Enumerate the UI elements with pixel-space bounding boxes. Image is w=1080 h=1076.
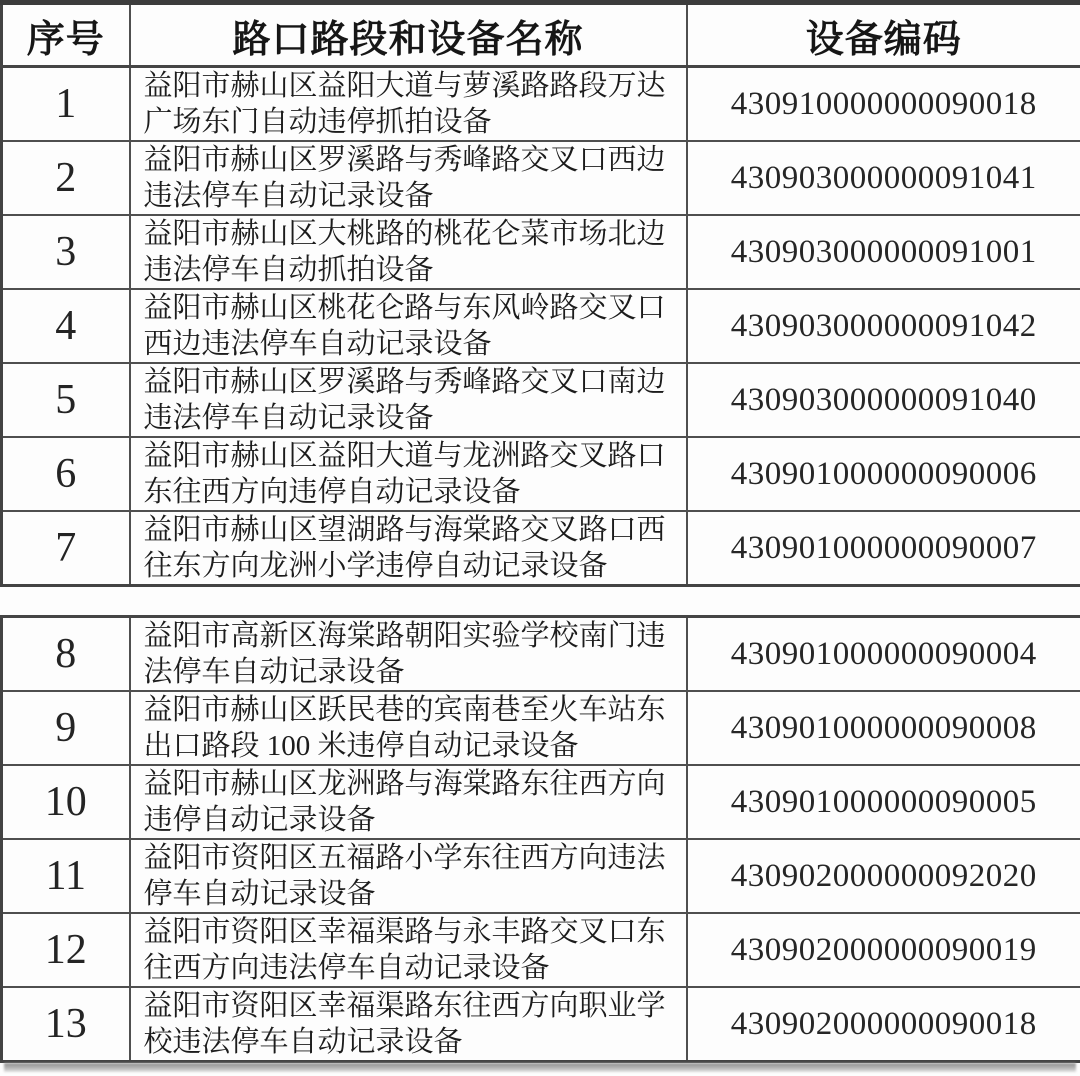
device-code-cell: 430901000000090005 (687, 765, 1080, 839)
device-name-cell: 益阳市赫山区跃民巷的宾南巷至火车站东出口路段 100 米违停自动记录设备 (130, 691, 687, 765)
table-row (2, 289, 1080, 363)
device-name-cell: 益阳市资阳区幸福渠路东往西方向职业学校违法停车自动记录设备 (130, 987, 687, 1062)
serial-number-cell: 12 (2, 913, 130, 987)
device-name-cell: 益阳市赫山区大桃路的桃花仑菜市场北边违法停车自动抓拍设备 (130, 215, 687, 289)
table-row (2, 437, 1080, 511)
device-code-cell: 430902000000090018 (687, 987, 1080, 1062)
device-name-cell: 益阳市赫山区望湖路与海棠路交叉路口西往东方向龙洲小学违停自动记录设备 (130, 511, 687, 586)
device-code-cell: 430910000000090018 (687, 67, 1080, 142)
device-code-cell: 430901000000090007 (687, 511, 1080, 586)
table-row (2, 67, 1080, 142)
table-section-gap (0, 587, 1080, 615)
device-table-secondary (0, 615, 1080, 1063)
device-code-cell: 430901000000090004 (687, 617, 1080, 692)
device-name-cell: 益阳市赫山区罗溪路与秀峰路交叉口西边违法停车自动记录设备 (130, 141, 687, 215)
serial-number-cell: 6 (2, 437, 130, 511)
device-code-cell: 430903000000091041 (687, 141, 1080, 215)
table-row (2, 215, 1080, 289)
device-name-cell: 益阳市资阳区幸福渠路与永丰路交叉口东往西方向违法停车自动记录设备 (130, 913, 687, 987)
table-row (2, 617, 1080, 692)
serial-number-cell: 4 (2, 289, 130, 363)
table-row (2, 363, 1080, 437)
device-code-cell: 430902000000092020 (687, 839, 1080, 913)
device-name-cell: 益阳市高新区海棠路朝阳实验学校南门违法停车自动记录设备 (130, 617, 687, 692)
device-code-cell: 430903000000091042 (687, 289, 1080, 363)
device-code-cell: 430901000000090008 (687, 691, 1080, 765)
device-name-cell: 益阳市赫山区龙洲路与海棠路东往西方向违停自动记录设备 (130, 765, 687, 839)
device-code-cell: 430903000000091040 (687, 363, 1080, 437)
header-col-code: 设备编码 (687, 3, 1080, 67)
device-name-cell: 益阳市赫山区罗溪路与秀峰路交叉口南边违法停车自动记录设备 (130, 363, 687, 437)
table-row (2, 691, 1080, 765)
device-name-cell: 益阳市赫山区益阳大道与龙洲路交叉路口东往西方向违停自动记录设备 (130, 437, 687, 511)
header-row (2, 3, 1080, 67)
table-row (2, 765, 1080, 839)
serial-number-cell: 1 (2, 67, 130, 142)
scan-edge-shadow (4, 1063, 1076, 1072)
serial-number-cell: 2 (2, 141, 130, 215)
table-row (2, 141, 1080, 215)
serial-number-cell: 7 (2, 511, 130, 586)
device-code-cell: 430903000000091001 (687, 215, 1080, 289)
table-row (2, 839, 1080, 913)
device-code-cell: 430902000000090019 (687, 913, 1080, 987)
device-code-cell: 430901000000090006 (687, 437, 1080, 511)
serial-number-cell: 9 (2, 691, 130, 765)
header-col-name: 路口路段和设备名称 (130, 3, 687, 67)
serial-number-cell: 11 (2, 839, 130, 913)
device-name-cell: 益阳市赫山区益阳大道与萝溪路路段万达广场东门自动违停抓拍设备 (130, 67, 687, 142)
table-row (2, 913, 1080, 987)
serial-number-cell: 3 (2, 215, 130, 289)
header-col-serial: 序号 (2, 3, 130, 67)
serial-number-cell: 13 (2, 987, 130, 1062)
serial-number-cell: 5 (2, 363, 130, 437)
device-name-cell: 益阳市资阳区五福路小学东往西方向违法停车自动记录设备 (130, 839, 687, 913)
serial-number-cell: 10 (2, 765, 130, 839)
device-name-cell: 益阳市赫山区桃花仑路与东风岭路交叉口西边违法停车自动记录设备 (130, 289, 687, 363)
table-row (2, 511, 1080, 586)
table-row (2, 987, 1080, 1062)
serial-number-cell: 8 (2, 617, 130, 692)
